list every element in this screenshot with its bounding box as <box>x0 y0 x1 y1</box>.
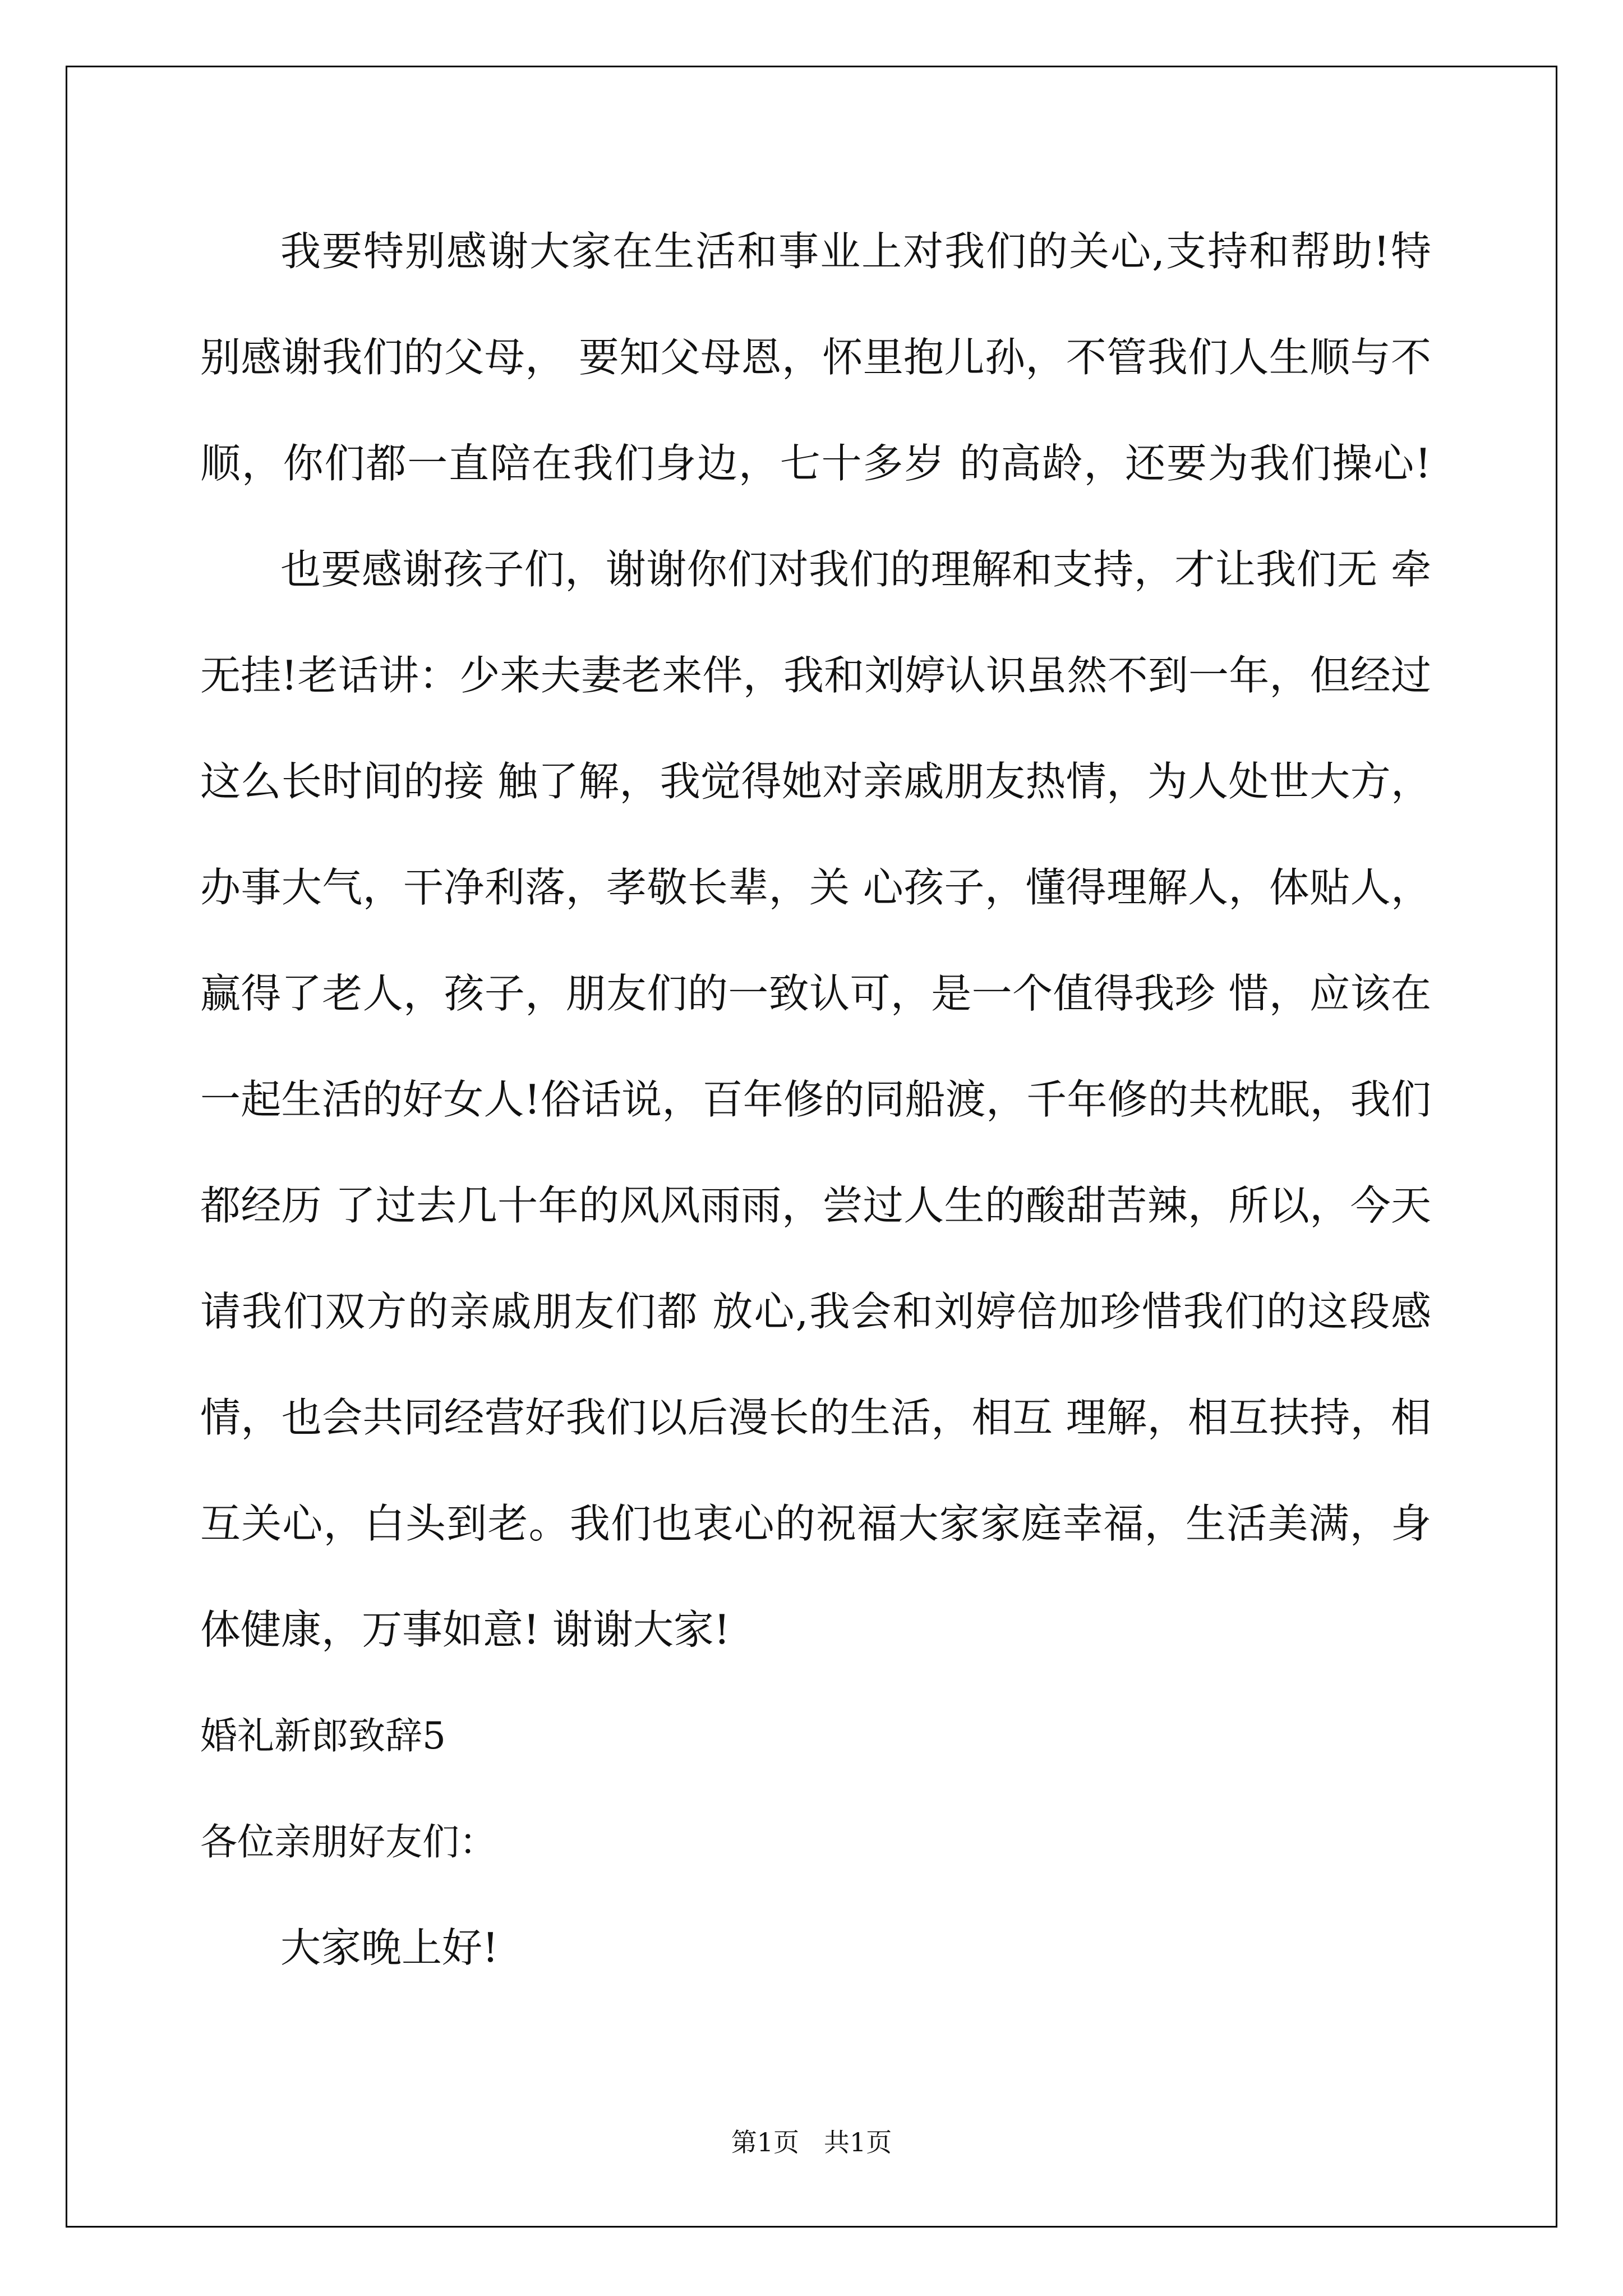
paragraph-2-line: 无挂!老话讲：少来夫妻老来伴，我和刘婷认识虽然不到一年，但经过 <box>200 652 1431 699</box>
greeting: 大家晚上好! <box>280 1924 499 1971</box>
paragraph-2-line: 体健康，万事如意! 谢谢大家! <box>200 1606 730 1653</box>
paragraph-2-line: 也要感谢孩子们，谢谢你们对我们的理解和支持，才让我们无 牵 <box>280 546 1431 593</box>
paragraph-2-line: 一起生活的好女人!俗话说，百年修的同船渡，千年修的共枕眠，我们 <box>200 1076 1431 1123</box>
page-total: 共1页 <box>824 2127 892 2157</box>
page-footer <box>0 2125 1623 2159</box>
salutation: 各位亲朋好友们： <box>200 1820 496 1864</box>
paragraph-1-line: 别感谢我们的父母， 要知父母恩，怀里抱儿孙，不管我们人生顺与不 <box>200 334 1431 381</box>
paragraph-2-line: 互关心，白头到老。我们也衷心的祝福大家家庭幸福，生活美满，身 <box>200 1500 1431 1547</box>
paragraph-1-line: 顺，你们都一直陪在我们身边，七十多岁 的高龄，还要为我们操心! <box>200 440 1431 487</box>
paragraph-2-line: 情，也会共同经营好我们以后漫长的生活，相互 理解，相互扶持，相 <box>200 1394 1431 1441</box>
paragraph-2-line: 赢得了老人，孩子，朋友们的一致认可，是一个值得我珍 惜，应该在 <box>200 970 1431 1017</box>
paragraph-2-line: 办事大气，干净利落，孝敬长辈，关 心孩子，懂得理解人，体贴人， <box>200 864 1431 911</box>
paragraph-1-line: 我要特别感谢大家在生活和事业上对我们的关心,支持和帮助!特 <box>280 228 1431 275</box>
page-number: 第1页 <box>731 2127 799 2157</box>
document-body <box>200 199 1431 2001</box>
paragraph-2-line: 都经历 了过去几十年的风风雨雨，尝过人生的酸甜苦辣，所以，今天 <box>200 1182 1431 1229</box>
section-heading: 婚礼新郎致辞5 <box>200 1714 446 1757</box>
paragraph-2-line: 这么长时间的接 触了解，我觉得她对亲戚朋友热情，为人处世大方， <box>200 758 1431 805</box>
paragraph-2-line: 请我们双方的亲戚朋友们都 放心,我会和刘婷倍加珍惜我们的这段感 <box>200 1288 1431 1335</box>
